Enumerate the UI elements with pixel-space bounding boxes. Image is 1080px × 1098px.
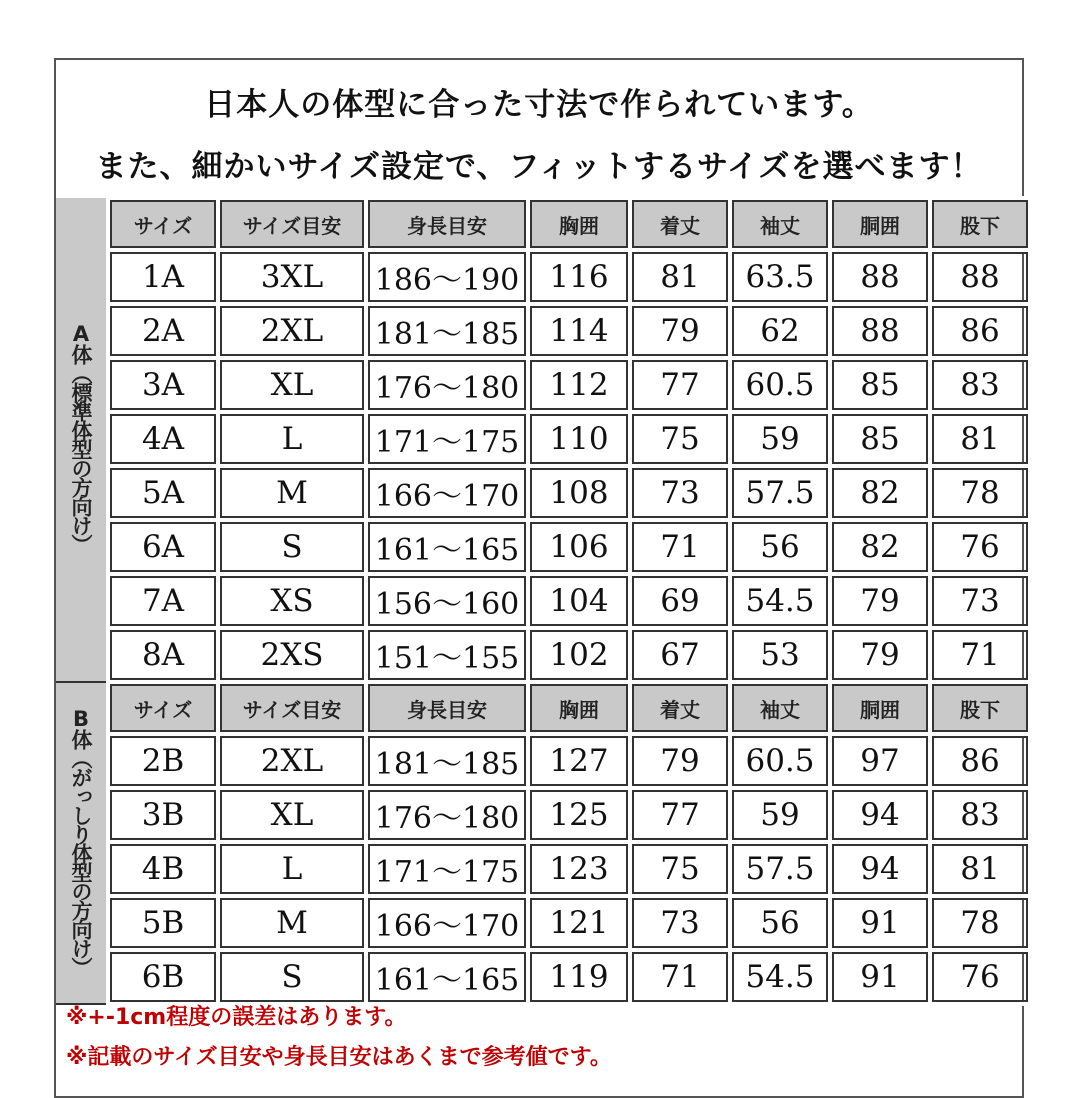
table-cell: 75 <box>630 842 730 896</box>
table-cell: 53 <box>730 628 830 682</box>
table-cell: 56 <box>730 520 830 574</box>
table-cell: 119 <box>528 950 630 1004</box>
table-row <box>56 520 1030 574</box>
column-header: 着丈 <box>630 682 730 734</box>
table-cell: 79 <box>830 574 930 628</box>
table-cell: 161〜165 <box>366 520 528 574</box>
table-cell: 166〜170 <box>366 896 528 950</box>
note-2: ※記載のサイズ目安や身長目安はあくまで参考値です。 <box>66 1045 612 1070</box>
table-cell: 3A <box>108 358 218 412</box>
table-cell: 79 <box>630 734 730 788</box>
table-cell: 91 <box>830 896 930 950</box>
table-cell: 73 <box>630 896 730 950</box>
header-row-a <box>56 198 1030 250</box>
table-cell: 57.5 <box>730 842 830 896</box>
group-label-text-b: B体（がっしり体型の方向け） <box>69 706 93 976</box>
table-cell: 110 <box>528 412 630 466</box>
table-cell: 71 <box>630 520 730 574</box>
table-cell: 5B <box>108 896 218 950</box>
table-cell: 71 <box>630 950 730 1004</box>
table-cell: 85 <box>830 358 930 412</box>
table-cell: L <box>218 412 366 466</box>
table-row <box>56 788 1030 842</box>
table-cell: 88 <box>830 250 930 304</box>
table-row <box>56 358 1030 412</box>
table-cell: 83 <box>930 358 1030 412</box>
table-cell: 63.5 <box>730 250 830 304</box>
table-cell: 4B <box>108 842 218 896</box>
table-cell: 78 <box>930 896 1030 950</box>
table-row <box>56 628 1030 682</box>
table-cell: 6A <box>108 520 218 574</box>
header-row-b <box>56 682 1030 734</box>
table-cell: 181〜185 <box>366 304 528 358</box>
table-cell: XL <box>218 788 366 842</box>
table-cell: 67 <box>630 628 730 682</box>
heading-line-1: 日本人の体型に合った寸法で作られています。 <box>204 87 874 123</box>
table-cell: 78 <box>930 466 1030 520</box>
table-cell: 186〜190 <box>366 250 528 304</box>
table-cell: 88 <box>830 304 930 358</box>
table-cell: 125 <box>528 788 630 842</box>
column-header: 身長目安 <box>366 682 528 734</box>
table-cell: 62 <box>730 304 830 358</box>
group-label-a <box>56 198 108 682</box>
column-header: 胸囲 <box>528 198 630 250</box>
table-cell: 60.5 <box>730 734 830 788</box>
table-cell: 176〜180 <box>366 358 528 412</box>
column-header: サイズ <box>108 198 218 250</box>
table-cell: M <box>218 466 366 520</box>
table-cell: 2XL <box>218 734 366 788</box>
table-cell: 60.5 <box>730 358 830 412</box>
table-cell: 6B <box>108 950 218 1004</box>
column-header: 着丈 <box>630 198 730 250</box>
table-cell: 59 <box>730 412 830 466</box>
table-cell: 54.5 <box>730 574 830 628</box>
table-cell: 2A <box>108 304 218 358</box>
heading <box>56 74 1022 198</box>
column-header: サイズ <box>108 682 218 734</box>
group-label-text-a: A体（標準体型の方向け） <box>69 322 93 553</box>
table-cell: 94 <box>830 842 930 896</box>
table-cell: 112 <box>528 358 630 412</box>
table-cell: 57.5 <box>730 466 830 520</box>
table-cell: 176〜180 <box>366 788 528 842</box>
table-cell: 102 <box>528 628 630 682</box>
table-cell: 75 <box>630 412 730 466</box>
column-header: 股下 <box>930 198 1030 250</box>
table-cell: 5A <box>108 466 218 520</box>
table-cell: 166〜170 <box>366 466 528 520</box>
table-row <box>56 950 1030 1004</box>
table-cell: 97 <box>830 734 930 788</box>
table-cell: S <box>218 950 366 1004</box>
table-cell: 86 <box>930 304 1030 358</box>
table-cell: 88 <box>930 250 1030 304</box>
column-header: サイズ目安 <box>218 682 366 734</box>
table-cell: 76 <box>930 950 1030 1004</box>
column-header: 胴囲 <box>830 682 930 734</box>
table-row <box>56 734 1030 788</box>
table-cell: 76 <box>930 520 1030 574</box>
table-cell: 106 <box>528 520 630 574</box>
size-table <box>56 196 1032 1006</box>
table-cell: 151〜155 <box>366 628 528 682</box>
notes <box>66 998 1006 1078</box>
table-cell: 82 <box>830 520 930 574</box>
table-cell: 8A <box>108 628 218 682</box>
table-cell: 121 <box>528 896 630 950</box>
table-cell: 83 <box>930 788 1030 842</box>
table-row <box>56 250 1030 304</box>
heading-line-2: また、細かいサイズ設定で、フィットするサイズを選べます！ <box>95 149 983 185</box>
table-row <box>56 896 1030 950</box>
table-cell: 69 <box>630 574 730 628</box>
table-cell: S <box>218 520 366 574</box>
table-row <box>56 466 1030 520</box>
table-cell: 2XL <box>218 304 366 358</box>
table-cell: 91 <box>830 950 930 1004</box>
table-cell: 108 <box>528 466 630 520</box>
table-row <box>56 842 1030 896</box>
column-header: 胸囲 <box>528 682 630 734</box>
table-cell: 86 <box>930 734 1030 788</box>
table-cell: 82 <box>830 466 930 520</box>
table-cell: 2XS <box>218 628 366 682</box>
column-header: 胴囲 <box>830 198 930 250</box>
table-cell: 54.5 <box>730 950 830 1004</box>
table-cell: M <box>218 896 366 950</box>
table-cell: 77 <box>630 788 730 842</box>
table-cell: 181〜185 <box>366 734 528 788</box>
table-cell: 161〜165 <box>366 950 528 1004</box>
table-cell: 171〜175 <box>366 842 528 896</box>
group-label-b <box>56 682 108 1004</box>
table-cell: 85 <box>830 412 930 466</box>
table-cell: 2B <box>108 734 218 788</box>
table-cell: 3B <box>108 788 218 842</box>
table-cell: 81 <box>930 412 1030 466</box>
column-header: 袖丈 <box>730 198 830 250</box>
column-header: サイズ目安 <box>218 198 366 250</box>
table-cell: 3XL <box>218 250 366 304</box>
table-cell: 81 <box>930 842 1030 896</box>
table-cell: L <box>218 842 366 896</box>
column-header: 股下 <box>930 682 1030 734</box>
table-cell: 156〜160 <box>366 574 528 628</box>
note-1: ※+-1cm程度の誤差はあります。 <box>66 1005 407 1030</box>
table-cell: 56 <box>730 896 830 950</box>
table-cell: 59 <box>730 788 830 842</box>
table-cell: 1A <box>108 250 218 304</box>
table-cell: XS <box>218 574 366 628</box>
table-cell: 4A <box>108 412 218 466</box>
size-chart-frame <box>54 58 1024 1098</box>
table-row <box>56 574 1030 628</box>
table-cell: 94 <box>830 788 930 842</box>
table-cell: 104 <box>528 574 630 628</box>
table-cell: 71 <box>930 628 1030 682</box>
size-table-wrap <box>56 196 1022 1006</box>
table-cell: 7A <box>108 574 218 628</box>
column-header: 袖丈 <box>730 682 830 734</box>
table-cell: 171〜175 <box>366 412 528 466</box>
table-cell: 73 <box>930 574 1030 628</box>
table-cell: 79 <box>630 304 730 358</box>
table-cell: 114 <box>528 304 630 358</box>
column-header: 身長目安 <box>366 198 528 250</box>
table-cell: 81 <box>630 250 730 304</box>
table-cell: XL <box>218 358 366 412</box>
table-cell: 123 <box>528 842 630 896</box>
table-cell: 73 <box>630 466 730 520</box>
table-cell: 116 <box>528 250 630 304</box>
table-row <box>56 412 1030 466</box>
table-cell: 77 <box>630 358 730 412</box>
table-row <box>56 304 1030 358</box>
table-cell: 127 <box>528 734 630 788</box>
table-cell: 79 <box>830 628 930 682</box>
